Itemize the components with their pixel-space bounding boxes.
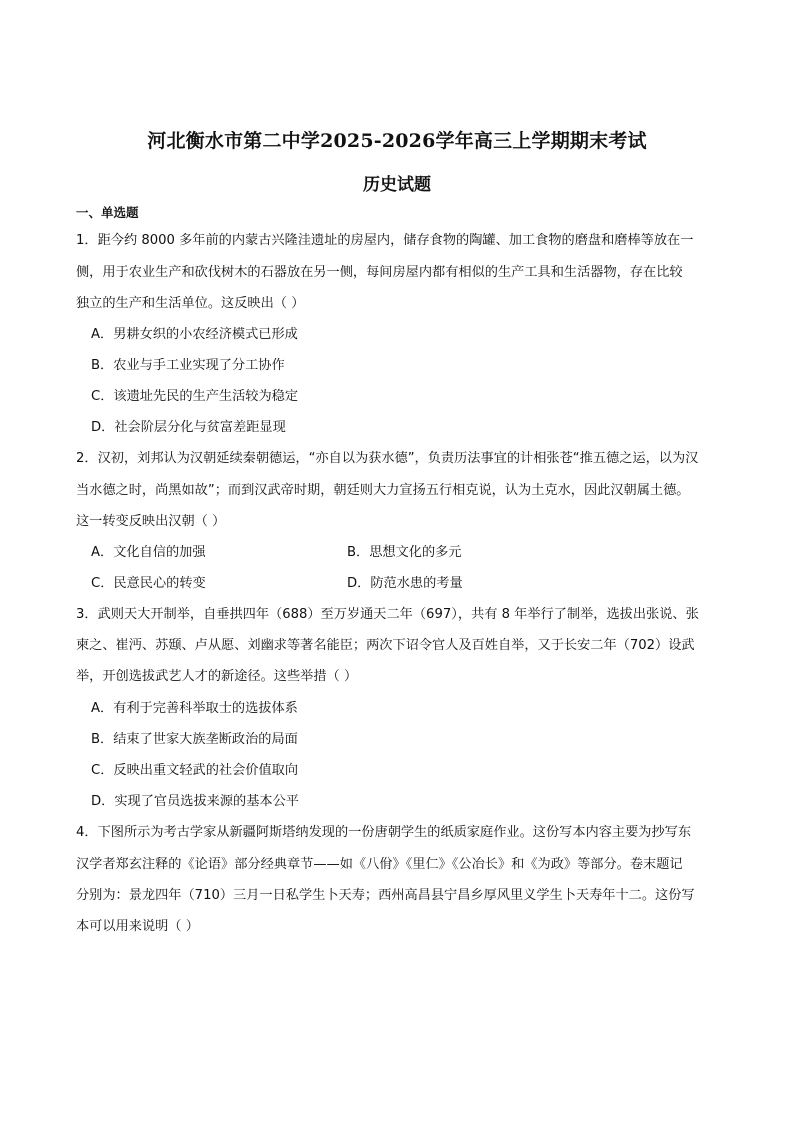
exam-title: 河北衡水市第二中学2025-2026学年高三上学期期末考试	[147, 130, 647, 152]
question-4-line-4: 本可以用来说明（ ）	[76, 919, 199, 934]
question-2-option-b[interactable]: B．思想文化的多元	[347, 545, 462, 560]
question-4-line-3: 分别为：景龙四年（710）三月一日私学生卜天寿；西州高昌县宁昌乡厚风里义学生卜天寿年十二。这份写	[76, 888, 695, 903]
question-1-line-3: 独立的生产和生活单位。这反映出（ ）	[76, 296, 305, 311]
question-3-line-2: 柬之、崔沔、苏颋、卢从愿、刘幽求等著名能臣；两次下诏令官人及百姓自举，又于长安二年（702）设武	[76, 638, 695, 653]
exam-subject: 历史试题	[363, 175, 431, 195]
question-2-option-c[interactable]: C．民意民心的转变	[91, 576, 206, 591]
question-2-line-3: 这一转变反映出汉朝（ ）	[76, 514, 226, 529]
question-1-option-a[interactable]: A．男耕女织的小农经济模式已形成	[91, 327, 298, 342]
section-heading: 一、单选题	[76, 205, 139, 220]
question-3-line-1: 3．武则天大开制举，自垂拱四年（688）至万岁通天二年（697），共有 8 年举行了制举，选拔出张说、张	[76, 607, 699, 622]
question-4-line-1: 4．下图所示为考古学家从新疆阿斯塔纳发现的一份唐朝学生的纸质家庭作业。这份写本内容主要为抄写东	[76, 825, 692, 840]
question-2-option-a[interactable]: A．文化自信的加强	[91, 545, 206, 560]
question-1-option-c[interactable]: C．该遗址先民的生产生活较为稳定	[91, 389, 299, 404]
question-3-option-c[interactable]: C．反映出重文轻武的社会价值取向	[91, 763, 299, 778]
question-3-option-a[interactable]: A．有利于完善科举取士的选拔体系	[91, 701, 298, 716]
question-3-option-b[interactable]: B．结束了世家大族垄断政治的局面	[91, 732, 298, 747]
question-2-line-2: 当水德之时，尚黑如故”；而到汉武帝时期，朝廷则大力宣扬五行相克说，认为土克水，因此汉朝属土德。	[76, 483, 690, 498]
question-1-option-d[interactable]: D．社会阶层分化与贫富差距显现	[91, 420, 286, 435]
question-3-line-3: 举，开创选拔武艺人才的新途径。这些举措（ ）	[76, 669, 358, 684]
question-1-line-1: 1．距今约 8000 多年前的内蒙古兴隆洼遗址的房屋内，储存食物的陶罐、加工食物的磨盘和磨棒等放在一	[76, 233, 694, 248]
question-1-line-2: 侧，用于农业生产和砍伐树木的石器放在另一侧，每间房屋内都有相似的生产工具和生活器物，存在比较	[76, 265, 683, 280]
question-1-option-b[interactable]: B．农业与手工业实现了分工协作	[91, 358, 285, 373]
question-3-option-d[interactable]: D．实现了官员选拔来源的基本公平	[91, 794, 299, 809]
question-4-line-2: 汉学者郑玄注释的《论语》部分经典章节——如《八佾》《里仁》《公冶长》和《为政》等部分。卷末题记	[76, 857, 683, 872]
question-2-line-1: 2．汉初，刘邦认为汉朝延续秦朝德运，“亦自以为获水德”，负责历法事宜的计相张苍“推五德之运，以为汉	[76, 451, 699, 466]
question-2-option-d[interactable]: D．防范水患的考量	[347, 576, 463, 591]
